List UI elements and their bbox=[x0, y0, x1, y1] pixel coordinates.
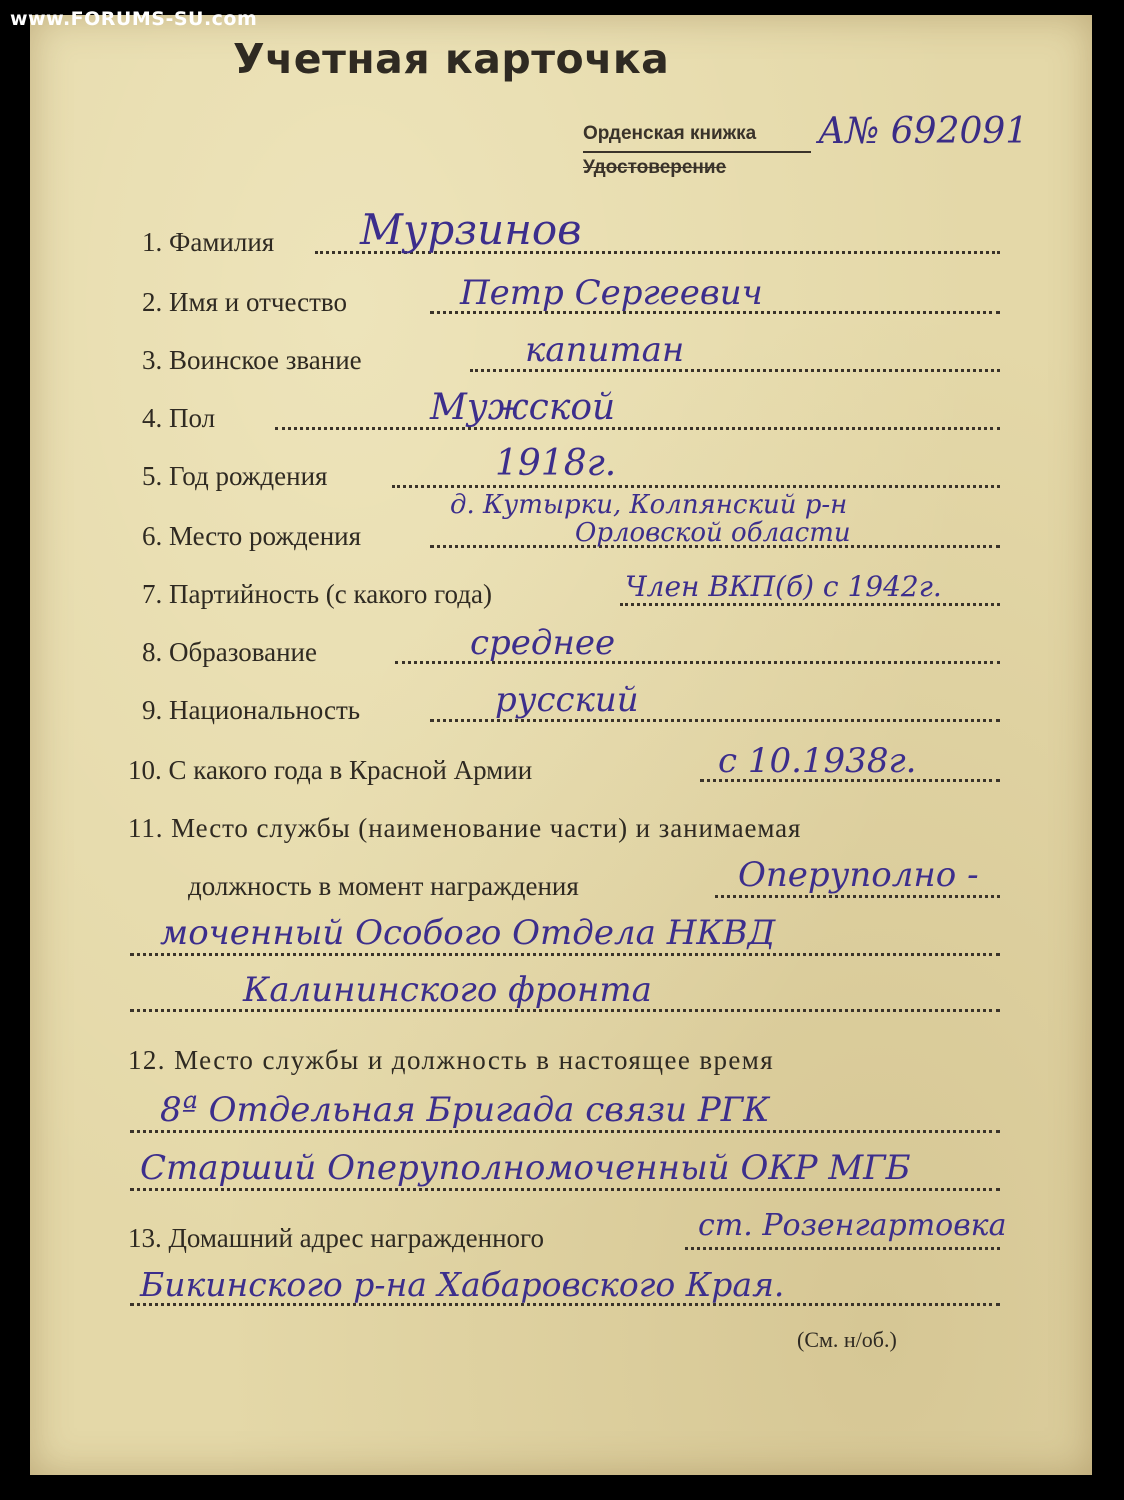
field-value-nationality: русский bbox=[495, 680, 639, 720]
certificate-label-struck: Удостоверение bbox=[583, 157, 727, 178]
field-value-surname: Мурзинов bbox=[360, 205, 582, 254]
order-book-divider bbox=[583, 151, 811, 153]
field-label-sex: 4. Пол bbox=[142, 403, 216, 433]
watermark: www.FORUMS-SU.com bbox=[10, 8, 258, 30]
field-value-service-at-award-line2: моченный Особого Отдела НКВД bbox=[160, 913, 776, 953]
card-title: Учетная карточка bbox=[233, 35, 670, 83]
field-value-party: Член ВКП(б) с 1942г. bbox=[625, 570, 942, 603]
field-value-service-at-award-line1: Оперуполно - bbox=[738, 855, 979, 895]
field-value-birthplace-line2: Орловской области bbox=[575, 518, 851, 548]
field-value-home-address-line1: ст. Розенгартовка bbox=[698, 1208, 1007, 1243]
field-line-sex bbox=[275, 427, 1000, 430]
field-label-surname: 1. Фамилия bbox=[142, 227, 275, 257]
field-value-education: среднее bbox=[470, 623, 616, 663]
field-value-birthplace-line1: д. Кутырки, Колпянский р-н bbox=[450, 490, 848, 520]
field-line-service-at-award-1 bbox=[715, 895, 1000, 898]
field-label-home-address: 13. Домашний адрес награжденного bbox=[128, 1223, 544, 1253]
field-value-current-service-line2: Старший Оперуполномоченный ОКР МГБ bbox=[140, 1148, 911, 1188]
field-value-birth-year: 1918г. bbox=[495, 443, 617, 484]
order-book-number: А№ 692091 bbox=[818, 111, 1029, 152]
registration-card bbox=[30, 15, 1092, 1475]
field-label-service-at-award-line2: должность в момент награждения bbox=[188, 871, 579, 901]
see-reverse-note: (См. н/об.) bbox=[797, 1327, 897, 1352]
field-label-army-since: 10. С какого года в Красной Армии bbox=[128, 755, 533, 785]
field-value-home-address-line2: Бикинского р-на Хабаровского Края. bbox=[140, 1265, 785, 1304]
order-book-label: Орденская книжка bbox=[583, 123, 757, 144]
field-value-army-since: с 10.1938г. bbox=[718, 741, 917, 781]
field-label-rank: 3. Воинское звание bbox=[142, 345, 362, 375]
field-label-birthplace: 6. Место рождения bbox=[142, 521, 362, 551]
field-label-name-patronymic: 2. Имя и отчество bbox=[142, 287, 347, 317]
field-label-education: 8. Образование bbox=[142, 637, 317, 667]
field-label-service-at-award-line1: 11. Место службы (наименование части) и занимаемая bbox=[128, 813, 802, 843]
field-line-current-service-2 bbox=[130, 1188, 1000, 1191]
field-value-current-service-line1: 8ª Отдельная Бригада связи РГК bbox=[160, 1090, 770, 1130]
field-label-nationality: 9. Национальность bbox=[142, 695, 361, 725]
field-value-rank: капитан bbox=[525, 330, 685, 370]
field-line-party bbox=[620, 603, 1000, 606]
field-line-home-address-1 bbox=[685, 1247, 1000, 1250]
field-line-service-at-award-2 bbox=[130, 953, 1000, 956]
field-value-service-at-award-line3: Калининского фронта bbox=[243, 970, 652, 1010]
field-line-birth-year bbox=[392, 485, 1000, 488]
field-label-party: 7. Партийность (с какого года) bbox=[142, 579, 492, 609]
field-label-birth-year: 5. Год рождения bbox=[142, 461, 328, 491]
field-label-current-service: 12. Место службы и должность в настоящее время bbox=[128, 1045, 775, 1075]
field-value-sex: Мужской bbox=[430, 387, 616, 428]
field-value-name-patronymic: Петр Сергеевич bbox=[460, 273, 763, 313]
field-line-current-service-1 bbox=[130, 1130, 1000, 1133]
